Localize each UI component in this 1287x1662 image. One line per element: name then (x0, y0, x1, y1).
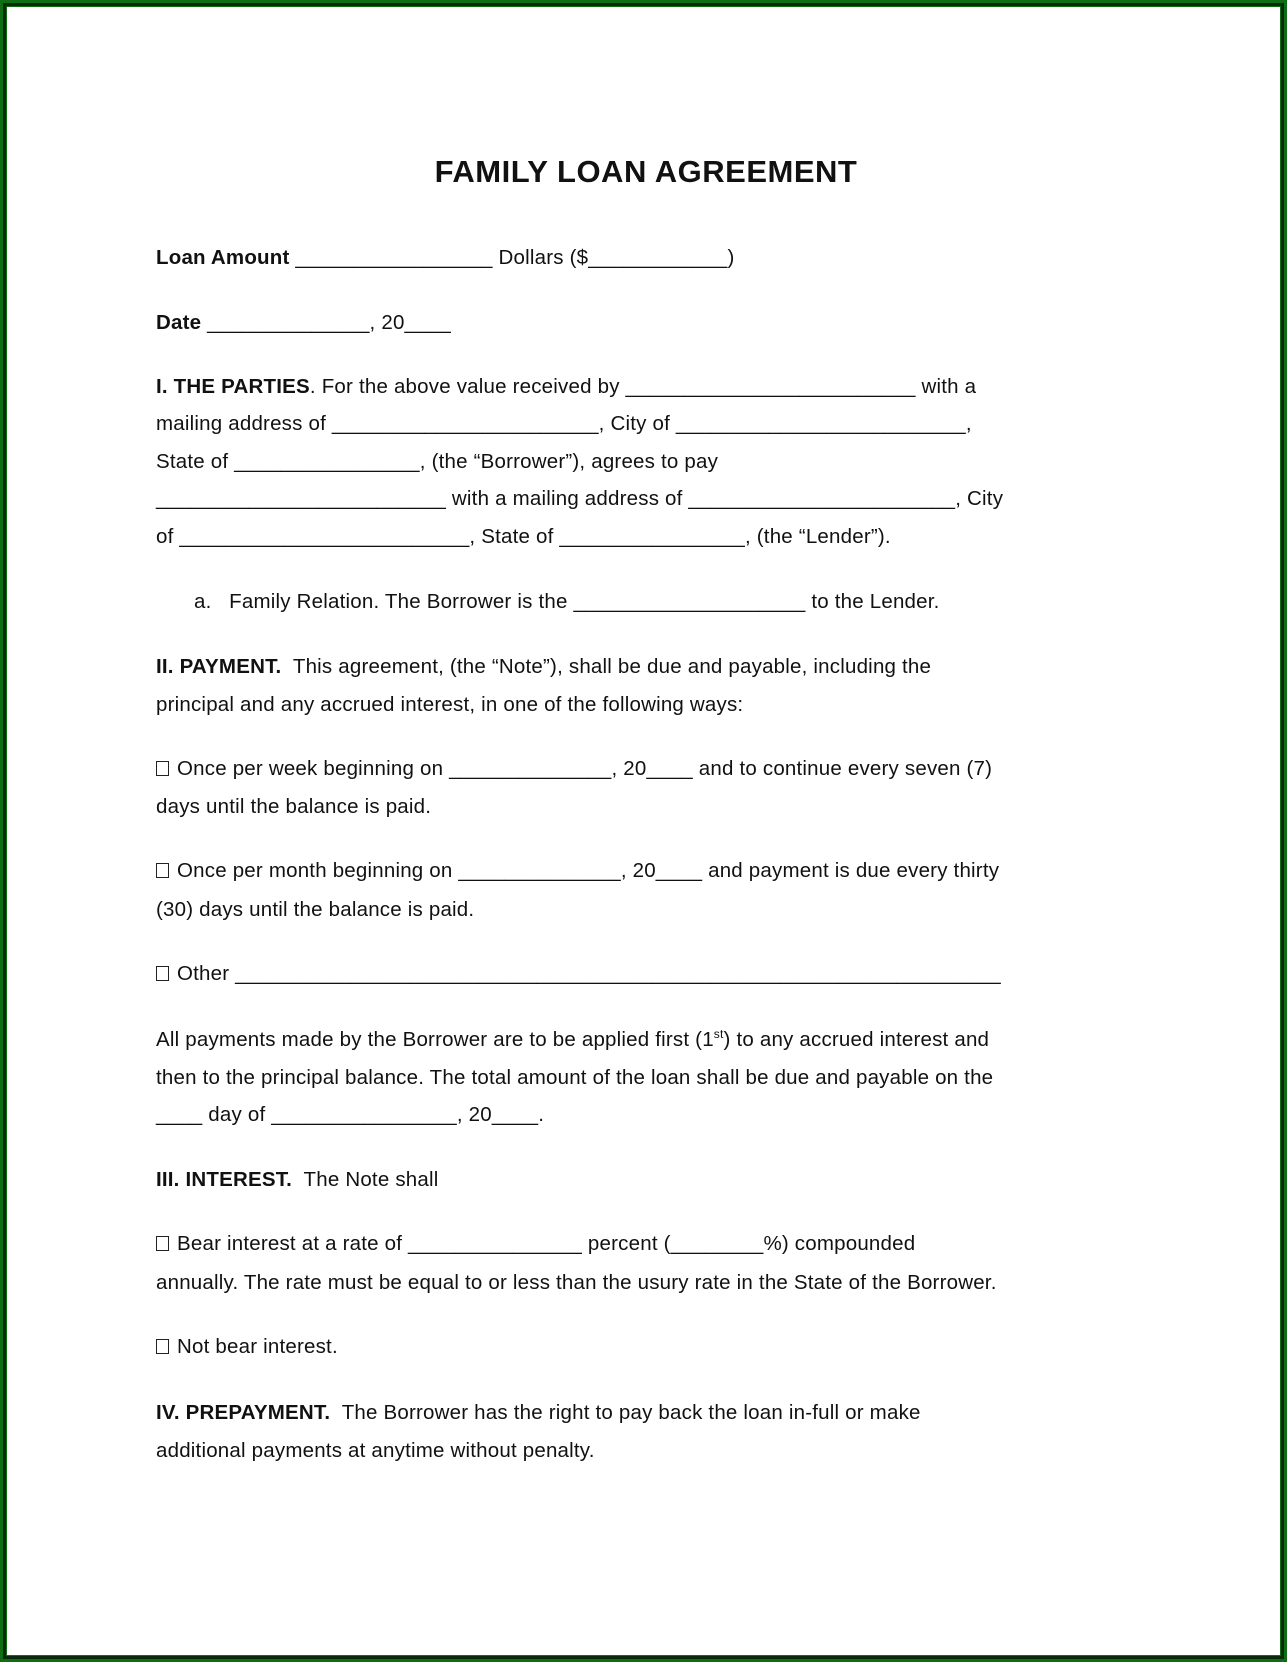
interest-line (156, 1161, 1146, 1199)
superscript: st (713, 1027, 724, 1042)
interest-text: The Note shall (292, 1168, 439, 1191)
other-text[interactable]: Other __________________________________________________________________ (177, 962, 1001, 985)
interest-option-bear (156, 1225, 1146, 1263)
application-line-3[interactable]: ____ day of ________________, 20____. (156, 1103, 545, 1126)
document-title: FAMILY LOAN AGREEMENT (434, 154, 858, 189)
not-bear-interest-text: Not bear interest. (177, 1335, 338, 1358)
checkbox-monthly[interactable] (156, 863, 169, 878)
prepayment-line-2: additional payments at anytime without penalty. (156, 1439, 595, 1462)
payment-option-other (156, 955, 1146, 993)
loan-amount-field[interactable]: _________________ Dollars ($____________) (289, 246, 735, 269)
application-text-a: All payments made by the Borrower are to be applied first (1 (156, 1028, 714, 1051)
date-line (156, 304, 1146, 342)
parties-line-1 (156, 368, 1146, 406)
loan-amount-label: Loan Amount (156, 246, 290, 269)
application-line-2: then to the principal balance. The total amount of the loan shall be due and payable on the (156, 1066, 994, 1089)
payment-text: This agreement, (the “Note”), shall be due and payable, including the (281, 655, 932, 678)
monthly-text[interactable]: Once per month beginning on ______________, 20____ and payment is due every thirty (177, 859, 1000, 882)
date-label: Date (156, 311, 202, 334)
prepayment-line-1 (156, 1394, 1146, 1432)
weekly-text-2: days until the balance is paid. (156, 795, 432, 818)
prepayment-text: The Borrower has the right to pay back the loan in-full or make (330, 1401, 921, 1424)
interest-option-not-bear (156, 1328, 1146, 1366)
payment-option-monthly (156, 852, 1146, 890)
bear-interest-text-2: annually. The rate must be equal to or less than the usury rate in the State of the Borrower. (156, 1271, 997, 1294)
parties-line-3[interactable]: State of ________________, (the “Borrower”), agrees to pay (156, 450, 719, 473)
loan-amount-line (156, 239, 1146, 277)
parties-line-2[interactable]: mailing address of _______________________, City of _________________________, (156, 412, 972, 435)
checkbox-bear-interest[interactable] (156, 1236, 169, 1251)
interest-heading: III. INTEREST. (156, 1168, 293, 1191)
parties-line-4[interactable]: _________________________ with a mailing address of _______________________, City (156, 487, 1004, 510)
checkbox-weekly[interactable] (156, 761, 169, 776)
parties-heading: I. THE PARTIES (156, 375, 310, 398)
weekly-text[interactable]: Once per week beginning on ______________, 20____ and to continue every seven (7) (177, 757, 993, 780)
parties-line-5[interactable]: of _________________________, State of ________________, (the “Lender”). (156, 525, 891, 548)
payment-heading: II. PAYMENT. (156, 655, 282, 678)
checkbox-not-bear-interest[interactable] (156, 1339, 169, 1354)
payment-option-weekly (156, 750, 1146, 788)
checkbox-other[interactable] (156, 966, 169, 981)
payment-line-1 (156, 648, 1146, 686)
prepayment-heading: IV. PREPAYMENT. (156, 1401, 331, 1424)
application-text-b: ) to any accrued interest and (723, 1028, 990, 1051)
bear-interest-text[interactable]: Bear interest at a rate of _______________ percent (________%) compounded (177, 1232, 916, 1255)
date-field[interactable]: ______________, 20____ (201, 311, 451, 334)
family-relation-line[interactable]: a. Family Relation. The Borrower is the ____________________ to the Lender. (194, 590, 940, 613)
monthly-text-2: (30) days until the balance is paid. (156, 898, 475, 921)
application-line-1 (156, 1021, 1146, 1059)
payment-line-2: principal and any accrued interest, in one of the following ways: (156, 693, 744, 716)
parties-text[interactable]: . For the above value received by _________________________ with a (309, 375, 977, 398)
